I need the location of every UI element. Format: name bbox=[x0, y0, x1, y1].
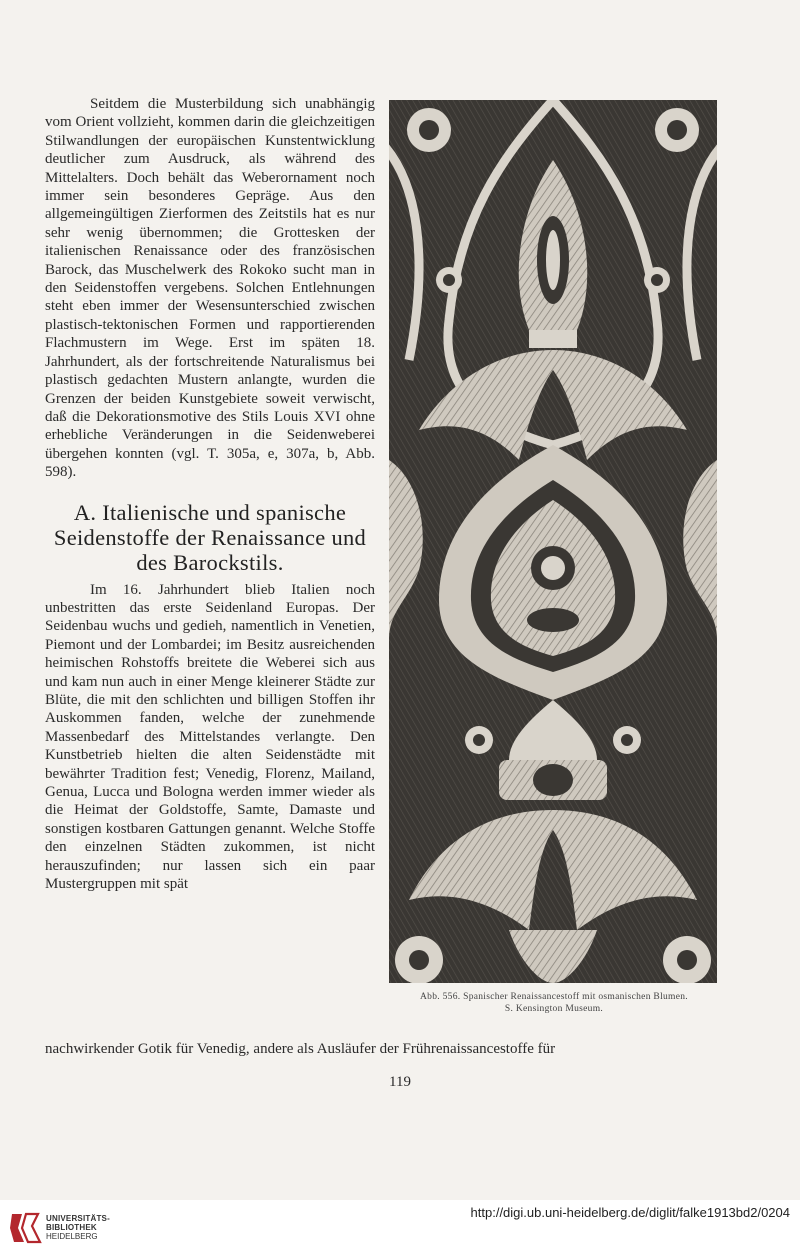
library-name-line-3: HEIDELBERG bbox=[46, 1232, 98, 1241]
figure-caption bbox=[384, 991, 724, 1015]
library-logo-icon bbox=[8, 1208, 42, 1248]
caption-line-2: S. Kensington Museum. bbox=[504, 1004, 604, 1014]
caption-line-1: Abb. 556. Spanischer Renaissancestoff mit osmanischen Blumen. bbox=[420, 992, 688, 1002]
full-width-line: nachwirkender Gotik für Venedig, andere als Ausläufer der Frührenaissancestoffe für bbox=[45, 1041, 556, 1057]
library-name-line-1: UNIVERSITÄTS- bbox=[46, 1214, 110, 1223]
fabric-illustration bbox=[389, 100, 717, 983]
page-number: 119 bbox=[389, 1074, 411, 1090]
page-url[interactable]: http://digi.ub.uni-heidelberg.de/diglit/falke1913bd2/0204 bbox=[470, 1205, 790, 1220]
section-heading: A. Italienische und spanische Seidenstoffe der Renaissance und des Barockstils. bbox=[53, 499, 367, 575]
text-column bbox=[45, 95, 375, 893]
damask-pattern bbox=[389, 100, 717, 983]
paragraph-italy: Im 16. Jahrhundert blieb Italien noch unbestritten das erste Seidenland Europas. Der Seidenbau wuchs und gedieh, namentlich in Venetien, Piemont und der Lombardei; im Besitz ausreichenden heimischen Rohstoffs breitete die Weberei sich aus und kam nun auch in einer Menge kleinerer Städte zur Blüte, die mit den schlichten und billigen Stoffen ihr Auskommen fanden, welche der zunehmende Massenbedarf des Mittelstandes verlangte. Den Kunstbetrieb hielten die alten Seidenstädte mit bewährter Tradition fest; Venedig, Florenz, Mailand, Genua, Lucca und Bologna werden immer wieder als die Heimat der Goldstoffe, Samte, Damaste und sonstigen kostbaren Gattungen genannt. Welche Stoffe den einzelnen Städten zukommen, ist nicht herauszufinden; nur lassen sich ein paar Mustergruppen mit spät bbox=[45, 581, 375, 893]
library-name-line-2: BIBLIOTHEK bbox=[46, 1223, 97, 1232]
library-name bbox=[46, 1214, 110, 1241]
paragraph-intro: Seitdem die Musterbildung sich unabhängig vom Orient vollzieht, kommen darin die gleichzeitigen Stilwandlungen der europäischen Kunstentwicklung deutlicher zum Ausdruck, als während des Mittelalters. Doch behält das Weberornament noch immer sein besonderes Gepräge. Aus den allgemeingültigen Zierformen des Zeitstils hat es nur sehr wenig übernommen; die Grottesken der italienischen Renaissance oder des französischen Barock, das Muschelwerk des Rokoko sucht man in den Seidenstoffen vergebens. Solchen Entlehnungen steht eben immer der Wesensunterschied zwischen plastisch-tektonischen Formen und rapportierenden Flachmustern im Wege. Erst im späten 18. Jahrhundert, als der fortschreitende Naturalismus bei plastisch gedachten Mustern anlangte, wurden die Grenzen der beiden Kunstgebiete soweit verwischt, daß die Dekorationsmotive des Stils Louis XVI ohne erhebliche Veränderungen in die Seidenweberei übergehen konnten (vgl. T. 305a, e, 307a, b, Abb. 598). bbox=[45, 96, 375, 481]
viewer-footer bbox=[0, 1200, 800, 1257]
